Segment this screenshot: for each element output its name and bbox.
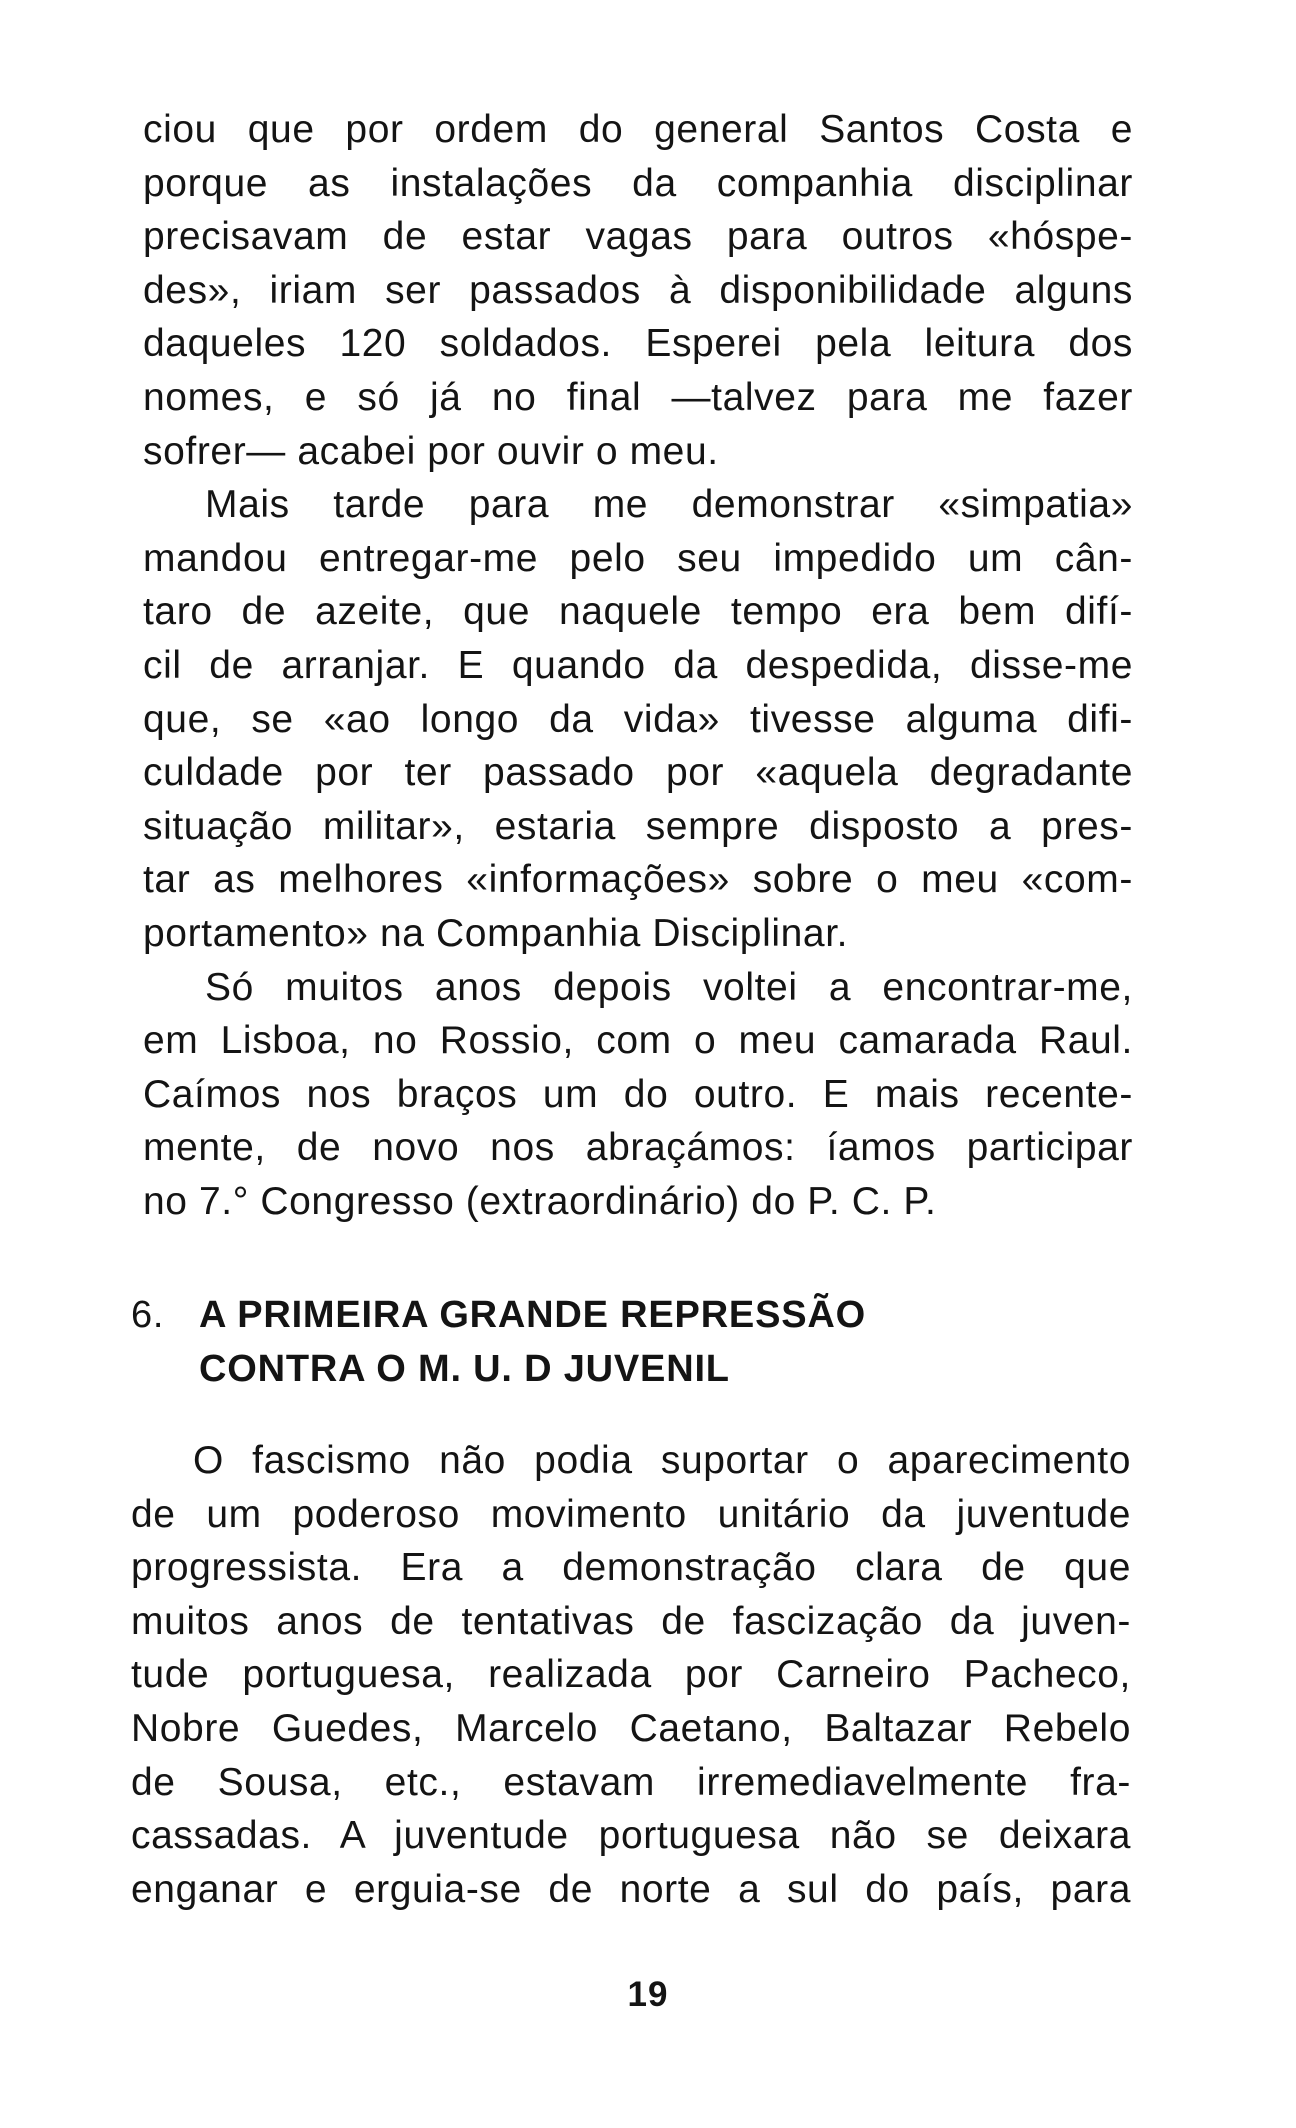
text-line: des», iriam ser passados à disponibilidade alguns — [143, 268, 1133, 312]
text-line: que, se «ao longo da vida» tivesse alguma difi- — [143, 697, 1133, 741]
text-line: muitos anos de tentativas de fascização da juven- — [131, 1599, 1131, 1643]
text-block-bottom — [131, 1434, 1131, 1916]
text-line: culdade por ter passado por «aquela degradante — [143, 751, 1133, 795]
text-line: mandou entregar-me pelo seu impedido um cân- — [143, 536, 1133, 580]
text-line: enganar e erguia-se de norte a sul do país, para — [131, 1867, 1131, 1911]
text-line: progressista. Era a demonstração clara de que — [131, 1546, 1131, 1590]
text-line: Só muitos anos depois voltei a encontrar-me, — [205, 965, 1133, 1009]
text-line: tude portuguesa, realizada por Carneiro Pacheco, — [131, 1653, 1131, 1697]
text-line: em Lisboa, no Rossio, com o meu camarada Raul. — [143, 1019, 1133, 1063]
text-line: sofrer— acabei por ouvir o meu. — [143, 429, 719, 473]
heading-title-line-2: CONTRA O M. U. D JUVENIL — [199, 1348, 730, 1390]
text-line: precisavam de estar vagas para outros «hóspe- — [143, 215, 1133, 259]
text-line: ciou que por ordem do general Santos Costa e — [143, 108, 1133, 151]
text-line: de Sousa, etc., estavam irremediavelmente fra- — [131, 1760, 1131, 1804]
text-line: situação militar», estaria sempre disposto a pres- — [143, 804, 1133, 848]
text-line: Mais tarde para me demonstrar «simpatia» — [205, 483, 1133, 527]
heading-title-line-1: A PRIMEIRA GRANDE REPRESSÃO — [199, 1294, 866, 1336]
text-block-top — [143, 103, 1133, 1228]
text-line: O fascismo não podia suportar o aparecimento — [193, 1439, 1131, 1482]
text-line: portamento» na Companhia Disciplinar. — [143, 911, 849, 955]
text-line: porque as instalações da companhia disciplinar — [143, 161, 1133, 205]
text-line: daqueles 120 soldados. Esperei pela leitura dos — [143, 322, 1133, 366]
heading-line — [131, 1288, 866, 1342]
text-line: Nobre Guedes, Marcelo Caetano, Baltazar Rebelo — [131, 1706, 1131, 1750]
text-line: no 7.° Congresso (extraordinário) do P. C. P. — [143, 1179, 937, 1223]
text-line: taro de azeite, que naquele tempo era bem difí- — [143, 590, 1133, 634]
section-number: 6. — [131, 1294, 165, 1336]
page-number: 19 — [627, 1975, 669, 2014]
section-heading — [131, 1288, 866, 1396]
text-line: tar as melhores «informações» sobre o meu «com- — [143, 858, 1133, 902]
text-line: mente, de novo nos abraçámos: íamos participar — [143, 1126, 1133, 1170]
text-line: cil de arranjar. E quando da despedida, disse-me — [143, 643, 1133, 687]
text-line: cassadas. A juventude portuguesa não se deixara — [131, 1814, 1131, 1858]
text-line: nomes, e só já no final —talvez para me fazer — [143, 375, 1133, 419]
text-line: de um poderoso movimento unitário da juventude — [131, 1492, 1131, 1536]
text-line: Caímos nos braços um do outro. E mais recente- — [143, 1072, 1133, 1116]
